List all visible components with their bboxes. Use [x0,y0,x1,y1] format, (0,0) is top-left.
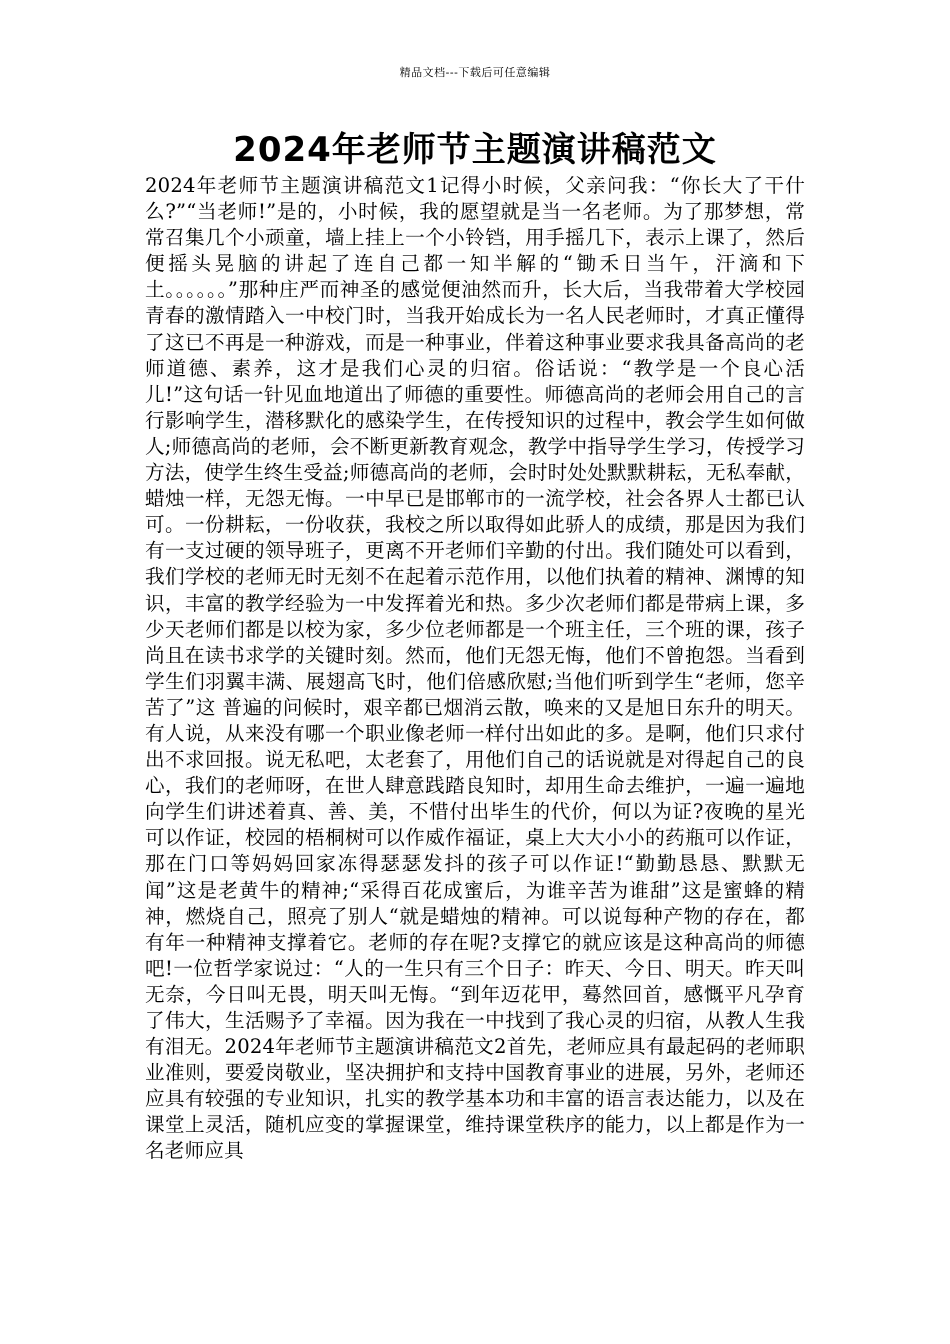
document-title: 2024年老师节主题演讲稿范文 [233,130,717,170]
document-body: 2024年老师节主题演讲稿范文1记得小时候，父亲问我：“你长大了干什么?”“当老师!”是的，小时候，我的愿望就是当一名老师。为了那梦想，常常召集几个小顽童，墙上挂上一个小铃铛，用手摇几下，表示上课了，然后便摇头晃脑的讲起了连自己都一知半解的“锄禾日当午，汗滴和下土。。。。。。”那种庄严而神圣的感觉便油然而升，长大后，当我带着大学校园青春的激情踏入一中校门时，当我开始成长为一名人民老师时，才真正懂得了这已不再是一种游戏，而是一种事业，伴着这种事业要求我具备高尚的老师道德、素养，这才是我们心灵的归宿。俗话说：“教学是一个良心活儿!”这句话一针见血地道出了师德的重要性。师德高尚的老师会用自己的言行影响学生，潜移默化的感染学生，在传授知识的过程中，教会学生如何做人;师德高尚的老师，会不断更新教育观念，教学中指导学生学习，传授学习方法，使学生终生受益;师德高尚的老师，会时时处处默默耕耘，无私奉献，蜡烛一样，无怨无悔。一中早已是邯郸市的一流学校，社会各界人士都已认可。一份耕耘，一份收获，我校之所以取得如此骄人的成绩，那是因为我们有一支过硬的领导班子，更离不开老师们辛勤的付出。我们随处可以看到，我们学校的老师无时无刻不在起着示范作用，以他们执着的精神、渊博的知识，丰富的教学经验为一中发挥着光和热。多少次老师们都是带病上课，多少天老师们都是以校为家，多少位老师都是一个班主任，三个班的课，孩子尚且在读书求学的关键时刻。然而，他们无怨无悔，他们不曾抱怨。当看到学生们羽翼丰满、展翅高飞时，他们倍感欣慰;当他们听到学生“老师，您辛苦了”这 普遍的问候时，艰辛都已烟消云散，唤来的又是旭日东升的明天。有人说，从来没有哪一个职业像老师一样付出如此的多。是啊，他们只求付出不求回报。说无私吧，太老套了，用他们自己的话说就是对得起自己的良心，我们的老师呀，在世人肆意践踏良知时，却用生命去维护，一遍一遍地向学生们讲述着真、善、美，不惜付出毕生的代价，何以为证?夜晚的星光可以作证，校园的梧桐树可以作威作福证，桌上大大小小的药瓶可以作证，那在门口等妈妈回家冻得瑟瑟发抖的孩子可以作证!“勤勤恳恳、默默无闻”这是老黄牛的精神;“采得百花成蜜后，为谁辛苦为谁甜”这是蜜蜂的精神，燃烧自己，照亮了别人“就是蜡烛的精神。可以说每种产物的存在，都有年一种精神支撑着它。老师的存在呢?支撑它的就应该是这种高尚的师德吧!一位哲学家说过：“人的一生只有三个日子：昨天、今日、明天。昨天叫无奈，今日叫无畏，明天叫无悔。“到年迈花甲，蓦然回首，感慨平凡孕育了伟大，生活赐予了幸福。因为我在一中找到了我心灵的归宿，从教人生我有泪无。2024年老师节主题演讲稿范文2首先，老师应具有最起码的老师职业准则，要爱岗敬业，坚决拥护和支持中国教育事业的进展，另外，老师还应具有较强的专业知识，扎实的教学基本功和丰富的语言表达能力，以及在课堂上灵活，随机应变的掌握课堂，维持课堂秩序的能力，以上都是作为一名老师应具 [145,174,805,1163]
page-header: 精品文档---下载后可任意编辑 [399,66,551,79]
